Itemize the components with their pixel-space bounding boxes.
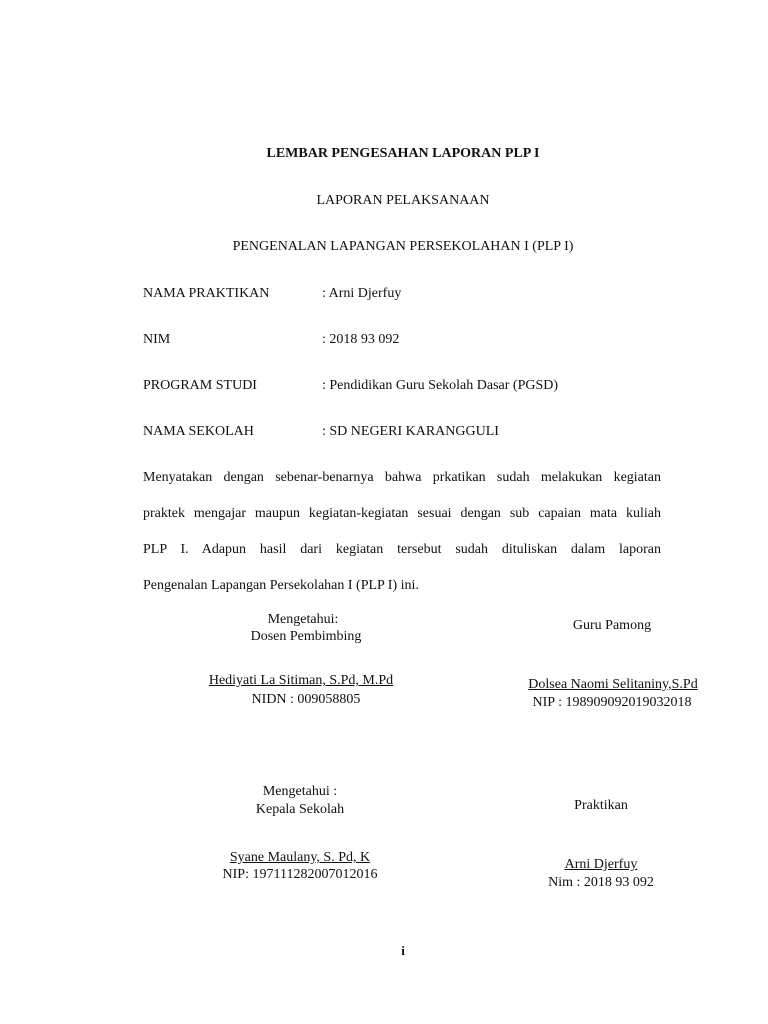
statement-line-2: praktek mengajar maupun kegiatan-kegiatan sesuai dengan sub capaian mata kuliah <box>143 506 661 521</box>
field-value-nama-sekolah: : SD NEGERI KARANGGULI <box>322 424 499 439</box>
field-value-nim: : 2018 93 092 <box>322 332 400 347</box>
field-label-nama-sekolah: NAMA SEKOLAH <box>143 424 254 439</box>
dosen-nidn: NIDN : 009058805 <box>251 692 361 707</box>
field-label-nim: NIM <box>143 332 171 347</box>
praktikan-role: Praktikan <box>574 798 628 813</box>
kepsek-mengetahui: Mengetahui : <box>262 784 338 799</box>
field-label-nama-praktikan: NAMA PRAKTIKAN <box>143 286 270 301</box>
praktikan-nim: Nim : 2018 93 092 <box>548 875 654 890</box>
dosen-mengetahui: Mengetahui: <box>267 612 339 627</box>
page-title: LEMBAR PENGESAHAN LAPORAN PLP I <box>266 146 540 161</box>
field-label-program-studi: PROGRAM STUDI <box>143 378 257 393</box>
page-number: i <box>401 943 405 958</box>
field-value-program-studi: : Pendidikan Guru Sekolah Dasar (PGSD) <box>322 378 559 393</box>
statement-line-3: PLP I. Adapun hasil dari kegiatan tersebut sudah dituliskan dalam laporan <box>143 542 661 557</box>
kepsek-role: Kepala Sekolah <box>255 802 345 817</box>
pamong-name: Dolsea Naomi Selitaniny,S.Pd <box>528 677 698 692</box>
statement-line-1: Menyatakan dengan sebenar-benarnya bahwa prkatikan sudah melakukan kegiatan <box>143 470 661 485</box>
field-value-nama-praktikan: : Arni Djerfuy <box>322 286 402 301</box>
dosen-name: Hediyati La Sitiman, S.Pd, M.Pd <box>208 673 394 688</box>
dosen-role: Dosen Pembimbing <box>250 629 362 644</box>
kepsek-name: Syane Maulany, S. Pd, K <box>229 850 371 865</box>
kepsek-nip: NIP: 197111282007012016 <box>222 867 378 882</box>
pamong-nip: NIP : 198909092019032018 <box>532 695 692 710</box>
statement-line-4: Pengenalan Lapangan Persekolahan I (PLP I) ini. <box>143 578 419 593</box>
pamong-role: Guru Pamong <box>572 618 652 633</box>
subtitle-report: LAPORAN PELAKSANAAN <box>316 193 490 208</box>
praktikan-name: Arni Djerfuy <box>564 857 638 872</box>
subtitle-program: PENGENALAN LAPANGAN PERSEKOLAHAN I (PLP I) <box>232 239 574 254</box>
